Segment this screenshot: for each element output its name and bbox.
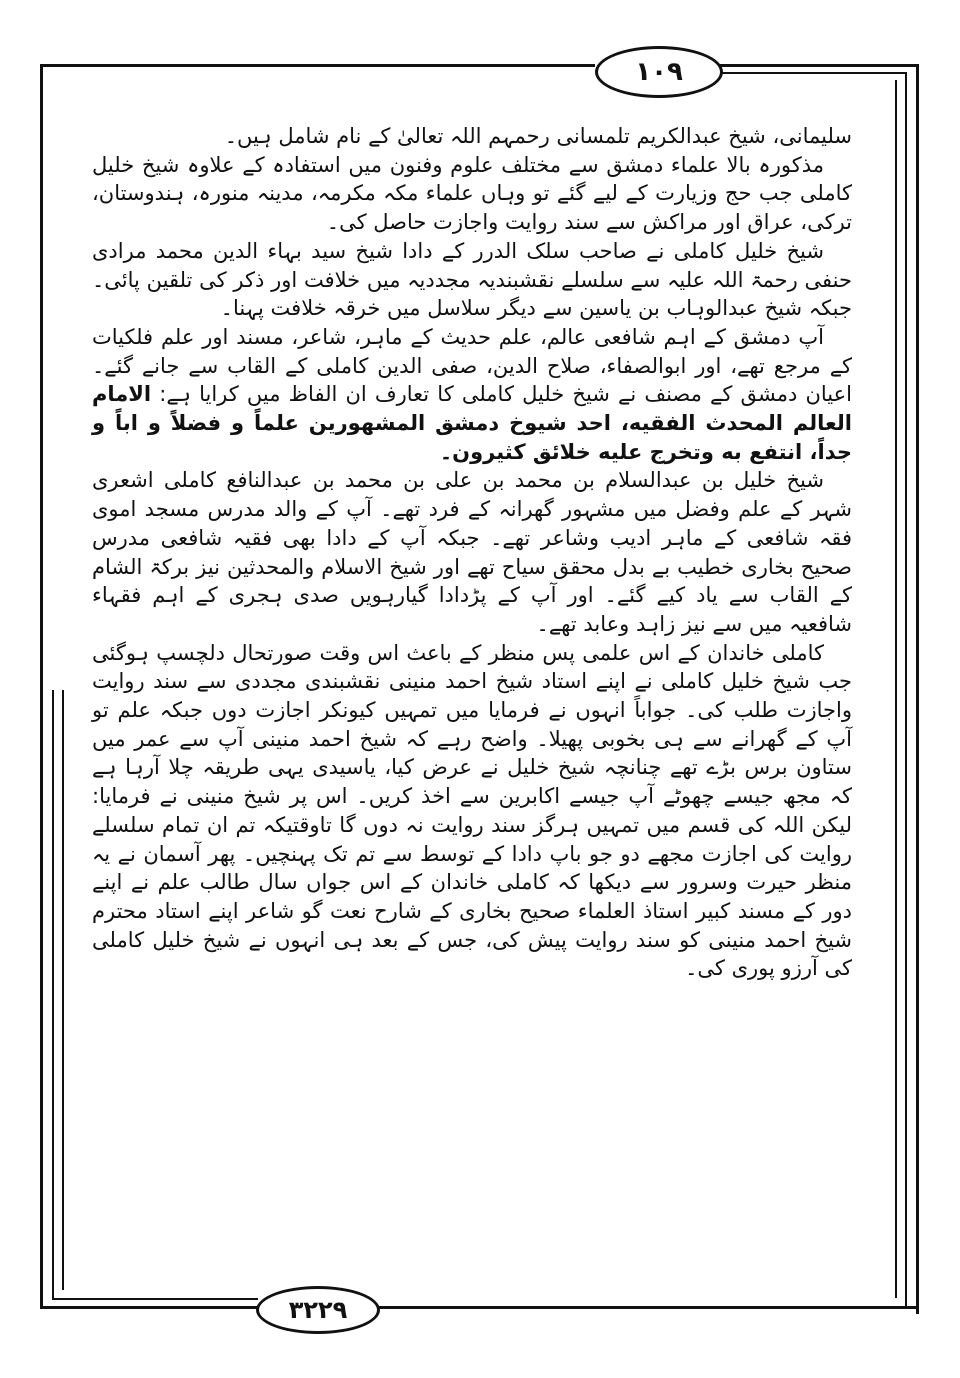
frame-left-outer xyxy=(40,64,43,1309)
paragraph-4 xyxy=(92,323,852,467)
frame-bottom-line-inner xyxy=(52,1298,258,1300)
arabic-quote: الامام العالم المحدث الفقیه، احد شیوخ دمشق المشهورین علماً و فضلاً و اباً و جداً، انتفع به وتخرج علیه خلائق کثیرون۔ xyxy=(92,382,852,464)
paragraph-3: شیخ خلیل کاملی نے صاحب سلک الدرر کے دادا شیخ سید بہاء الدین محمد مرادی حنفی رحمۃ اللہ علیہ سے سلسلے نقشبندیہ مجددیہ میں خلافت اور ذکر کی تلقین پائی۔ جبکہ شیخ عبدالوہاب بن یاسین سے دیگر سلاسل میں خرقہ خلافت پہنا۔ xyxy=(92,238,852,321)
frame-right-outer xyxy=(916,64,919,1314)
paragraph-4-text: آپ دمشق کے اہم شافعی عالم، علم حدیث کے ماہر، شاعر، مسند اور علم فلکیات کے مرجع تھے، اور ابوالصفاء، صلاح الدین، صفی الدین کاملی کے القاب سے جانے گئے۔ اعیان دمشق کے مصنف نے شیخ خلیل کاملی کا تعارف ان الفاظ میں کرایا ہے: xyxy=(92,324,852,407)
frame-left-innermost xyxy=(62,690,64,1290)
page-number: ۱۰۹ xyxy=(635,57,683,87)
paragraph-2: مذکورہ بالا علماء دمشق سے مختلف علوم وفنون میں استفادہ کے علاوہ شیخ خلیل کاملی جب حج وزیارت کے لیے گئے تو وہاں علماء مکہ مکرمہ، مدینہ منورہ، ہندوستان، ترکی، عراق اور مراکش سے سند روایت واجازت حاصل کی۔ xyxy=(92,152,852,235)
paragraph-5: شیخ خلیل بن عبدالسلام بن محمد بن علی بن محمد بن عبدالنافع کاملی اشعری شہر کے علم وفضل میں مشہور گھرانہ کے فرد تھے۔ آپ کے والد مدرس مسجد اموی فقہ شافعی کے ماہر ادیب وشاعر تھے۔ جبکہ آپ کے دادا بھی فقیہ شافعی مدرس صحیح بخاری خطیب بے بدل محقق سیاح تھے اور شیخ الاسلام والمحدثین نیز برکۃ الشام کے القاب سے یاد کیے گئے۔ اور آپ کے پڑدادا گیارہویں صدی ہجری کے اہم فقہاء شافعیہ میں سے نیز زاہد وعابد تھے۔ xyxy=(92,468,852,636)
frame-bottom-line xyxy=(40,1306,258,1309)
footer-page-code: ۳۲۲۹ xyxy=(288,1296,348,1324)
frame-top-line-inner xyxy=(718,72,906,74)
footer-page-code-badge xyxy=(256,1286,380,1334)
body-text xyxy=(92,122,852,983)
frame-left-inner xyxy=(52,690,54,1300)
frame-right-middle xyxy=(905,72,907,1306)
frame-top-line xyxy=(718,64,918,67)
paragraph-6: کاملی خاندان کے اس علمی پس منظر کے باعث اس وقت صورتحال دلچسپ ہوگئی جب شیخ خلیل کاملی نے اپنے استاد شیخ احمد منینی نقشبندی مجددی سے سند روایت واجازت طلب کی۔ جواباً انہوں نے فرمایا میں تمہیں کیونکر اجازت دوں جبکہ علم تو آپ کے گھرانے سے ہی بخوبی پھیلا۔ واضح رہے کہ شیخ احمد منینی آپ سے عمر میں ستاون برس بڑے تھے چنانچہ شیخ خلیل نے عرض کیا، یاسیدی یہی طریقہ چلا آرہا ہے کہ مجھ جیسے چھوٹے آپ جیسے اکابرین سے اخذ کریں۔ اس پر شیخ منینی نے فرمایا: لیکن اللہ کی قسم میں تمہیں ہرگز سند روایت نہ دوں گا تاوقتیکہ تم ان تمام سلسلے روایت کی اجازت مجھے دو جو باپ دادا کے توسط سے تم تک پہنچیں۔ پھر آسمان نے یہ منظر حیرت وسرور سے دیکھا کہ کاملی خاندان کے اس جواں سال طالب علم نے اپنے دور کے مسند کبیر استاذ العلماء صحیح بخاری کے شارح نعت گو شاعر اپنے استاد محترم شیخ احمد منینی کو سند روایت پیش کی، جس کے بعد ہی انہوں نے شیخ خلیل کاملی کی آرزو پوری کی۔ xyxy=(92,640,852,981)
frame-right-inner xyxy=(895,80,897,1298)
paragraph-1: سلیمانی، شیخ عبدالکریم تلمسانی رحمہم اللہ تعالیٰ کے نام شامل ہیں۔ xyxy=(224,124,852,148)
frame-top-line-left xyxy=(40,64,595,67)
page-number-badge xyxy=(595,46,723,98)
frame-bottom-line-right xyxy=(374,1306,919,1309)
